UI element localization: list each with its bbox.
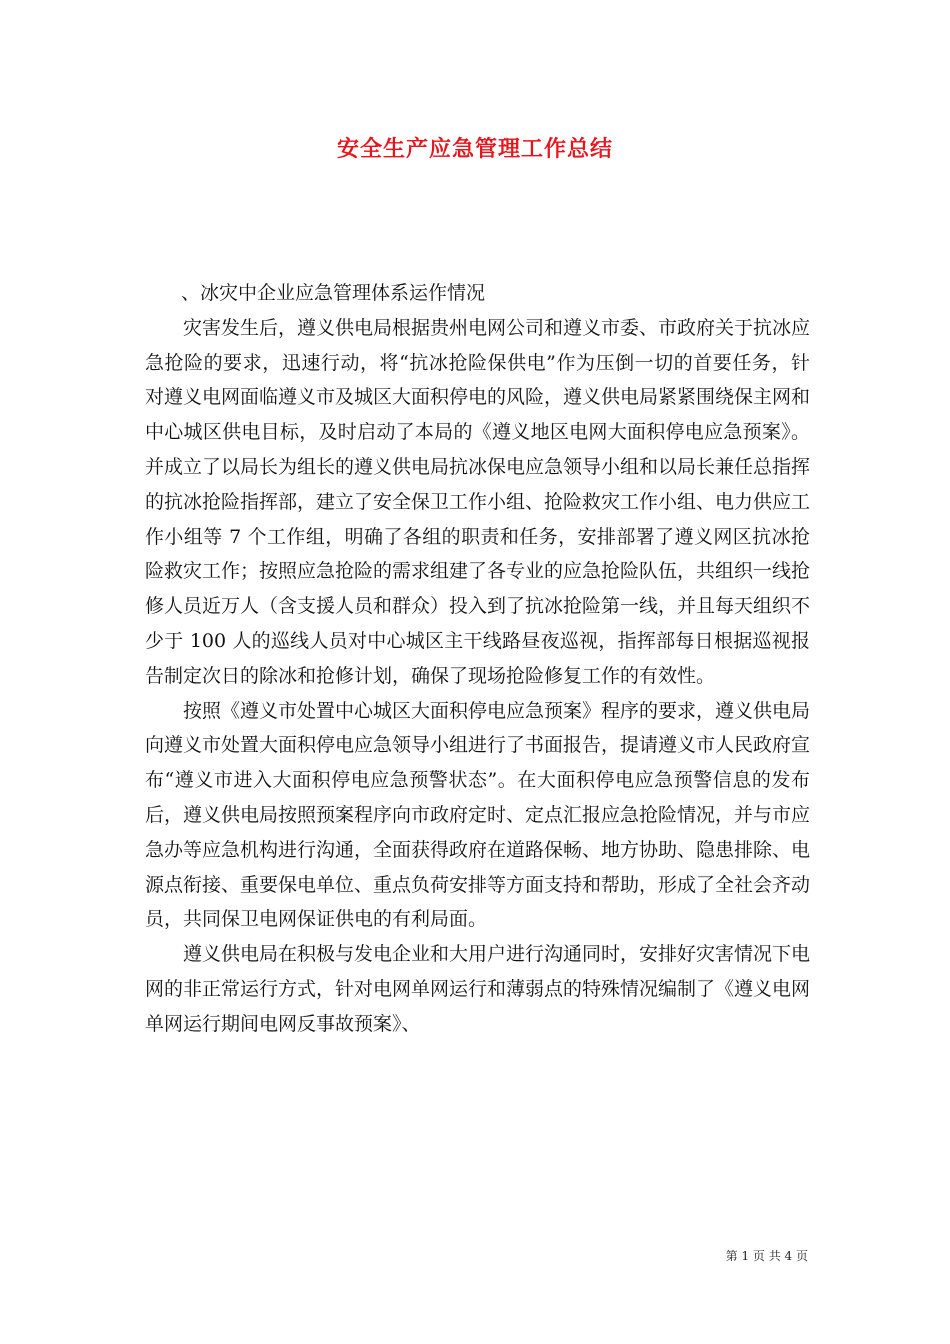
body-paragraph: 灾害发生后，遵义供电局根据贵州电网公司和遵义市委、市政府关于抗冰应急抢险的要求，迅速行动，将“抗冰抢险保供电”作为压倒一切的首要任务，针对遵义电网面临遵义市及城区大面积停电的风险，遵义供电局紧紧围绕保主网和中心城区供电目标，及时启动了本局的《遵义地区电网大面积停电应急预案》。并成立了以局长为组长的遵义供电局抗冰保电应急领导小组和以局长兼任总指挥的抗冰抢险指挥部，建立了安全保卫工作小组、抢险救灾工作小组、电力供应工作小组等 7 个工作组，明确了各组的职责和任务，安排部署了遵义网区抗冰抢险救灾工作；按照应急抢险的需求组建了各专业的应急抢险队伍，共组织一线抢修人员近万人（含支援人员和群众）投入到了抗冰抢险第一线，并且每天组织不少于 100 人的巡线人员对中心城区主干线路昼夜巡视，指挥部每日根据巡视报告制定次日的除冰和抢修计划，确保了现场抢险修复工作的有效性。 [145, 316, 811, 687]
page-number: 第 1 页 共 4 页 [725, 1249, 808, 1263]
document-body [145, 276, 810, 1042]
document-title: 安全生产应急管理工作总结 [336, 137, 613, 162]
body-paragraph: 按照《遵义市处置中心城区大面积停电应急预案》程序的要求，遵义供电局向遵义市处置大面积停电应急领导小组进行了书面报告，提请遵义市人民政府宣布“遵义市进入大面积停电应急预警状态”。在大面积停电应急预警信息的发布后，遵义供电局按照预案程序向市政府定时、定点汇报应急抢险情况，并与市应急办等应急机构进行沟通，全面获得政府在道路保畅、地方协助、隐患排除、电源点衔接、重要保电单位、重点负荷安排等方面支持和帮助，形成了全社会齐动员，共同保卫电网保证供电的有利局面。 [145, 699, 811, 931]
body-paragraph: 遵义供电局在积极与发电企业和大用户进行沟通同时，安排好灾害情况下电网的非正常运行方式，针对电网单网运行和薄弱点的特殊情况编制了《遵义电网单网运行期间电网反事故预案》、 [145, 943, 811, 1035]
section-heading: 、冰灾中企业应急管理体系运作情况 [181, 282, 486, 304]
